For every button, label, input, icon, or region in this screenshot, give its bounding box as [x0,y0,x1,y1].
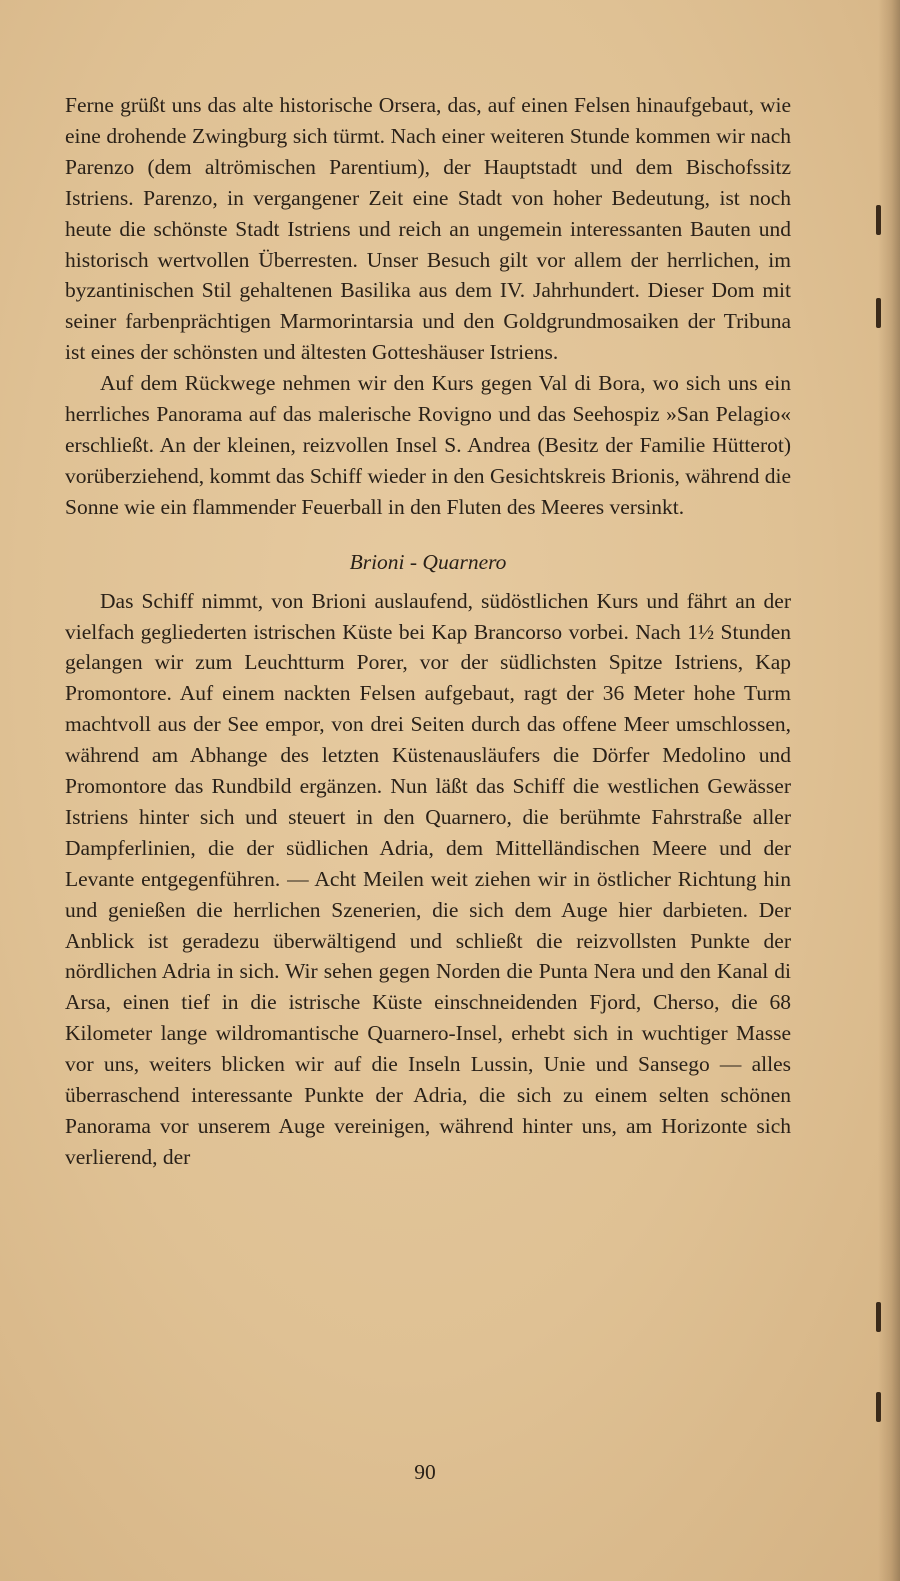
paragraph-brioni-quarnero: Das Schiff nimmt, von Brioni auslaufend, südöstlichen Kurs und fährt an der vielfach gegliederten istrischen Küste bei Kap Brancorso vorbei. Nach 1½ Stunden gelangen wir zum Leuchtturm Porer, vor der südlichsten Spitze Istriens, Kap Promontore. Auf einem nackten Felsen aufgebaut, ragt der 36 Meter hohe Turm machtvoll aus der See empor, von drei Seiten durch das offene Meer umschlossen, während am Abhange des letzten Küstenausläufers die Dörfer Medolino und Promontore das Rundbild ergänzen. Nun läßt das Schiff die westlichen Gewässer Istriens hinter sich und steuert in den Quarnero, die berühmte Fahrstraße aller Dampferlinien, die der südlichen Adria, dem Mittelländischen Meere und der Levante entgegenführen. — Acht Meilen weit ziehen wir in östlicher Richtung hin und genießen die herrlichen Szenerien, die sich dem Auge hier darbieten. Der Anblick ist geradezu überwältigend und schließt die reizvollsten Punkte der nördlichen Adria in sich. Wir sehen gegen Norden die Punta Nera und den Kanal di Arsa, einen tief in die istrische Küste einschneidenden Fjord, Cherso, die 68 Kilometer lange wildromantische Quarnero-Insel, erhebt sich in wuchtiger Masse vor uns, weiters blicken wir auf die Inseln Lussin, Unie und Sansego — alles überraschend interessante Punkte der Adria, die sich zu einem selten schönen Panorama vor unserem Auge vereinigen, während hinter uns, am Horizonte sich verlierend, der [65,588,791,1169]
binding-mark [876,298,881,328]
section-heading: Brioni - Quarnero [349,549,507,574]
binding-mark [876,205,881,235]
binding-mark [876,1392,881,1422]
binding-mark [876,1302,881,1332]
page-number: 90 [414,1460,436,1484]
page-text [65,90,791,1173]
paragraph-orsera-parenzo: Ferne grüßt uns das alte historische Orsera, das, auf einen Felsen hinaufgebaut, wie eine drohende Zwingburg sich türmt. Nach einer weiteren Stunde kommen wir nach Parenzo (dem altrömischen Parentium), der Hauptstadt und dem Bischofssitz Istriens. Parenzo, in vergangener Zeit eine Stadt von hoher Bedeutung, ist noch heute die schönste Stadt Istriens und reich an ungemein interessanten Bauten und historisch wertvollen Überresten. Unser Besuch gilt vor allem der herrlichen, im byzantinischen Stil gehaltenen Basilika aus dem IV. Jahrhundert. Dieser Dom mit seiner farbenprächtigen Marmorintarsia und den Goldgrundmosaiken der Tribuna ist eines der schönsten und ältesten Gotteshäuser Istriens. [65,93,791,365]
paragraph-rueckweg: Auf dem Rückwege nehmen wir den Kurs gegen Val di Bora, wo sich uns ein herrliches Panorama auf das malerische Rovigno und das Seehospiz »San Pelagio« erschließt. An der kleinen, reizvollen Insel S. Andrea (Besitz der Familie Hütterot) vorüberziehend, kommt das Schiff wieder in den Gesichtskreis Brionis, während die Sonne wie ein flammender Feuerball in den Fluten des Meeres versinkt. [65,371,791,519]
